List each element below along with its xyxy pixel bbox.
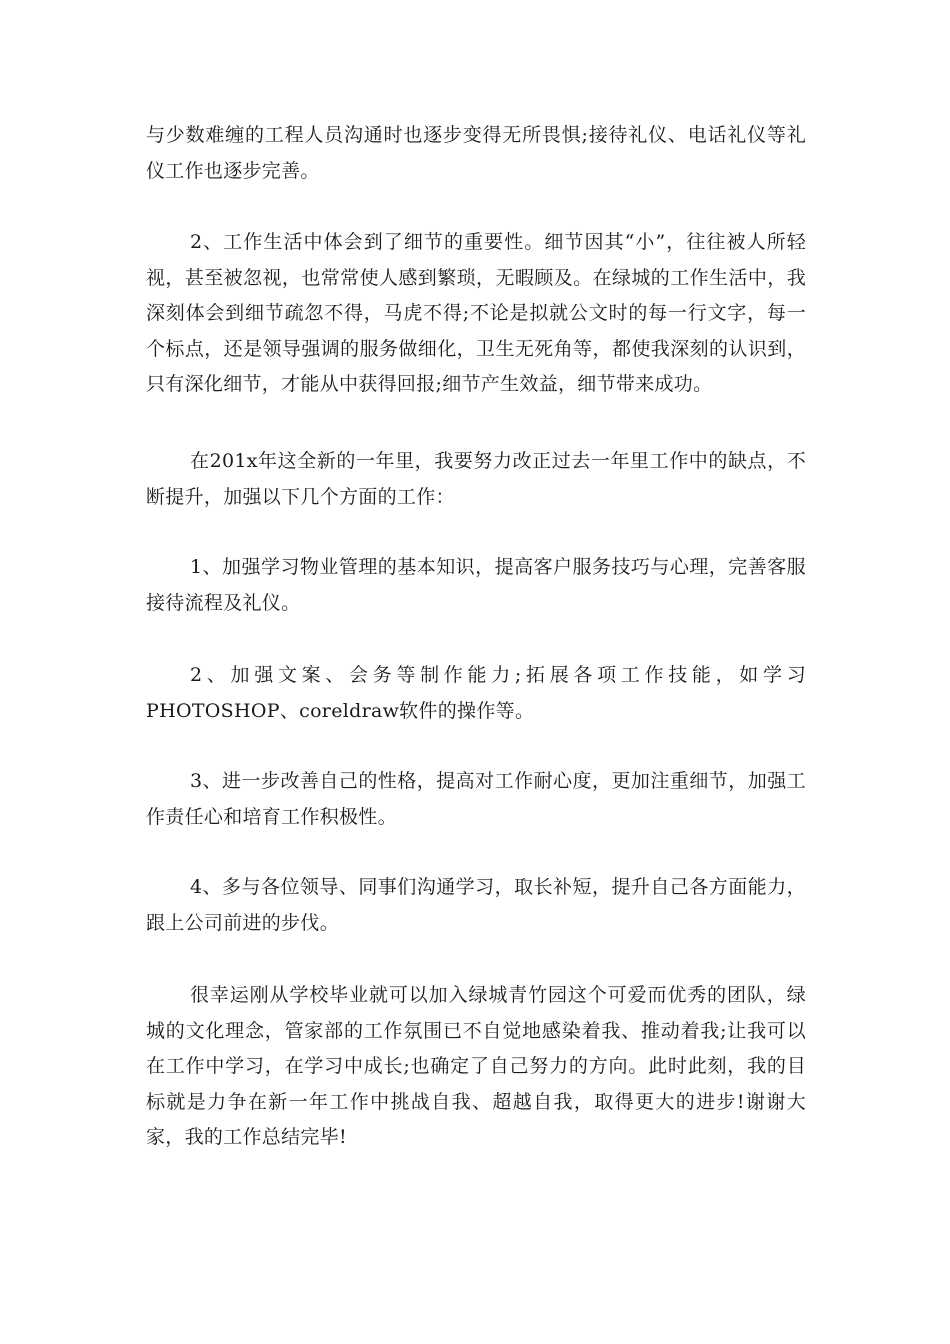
paragraph-plan-item-2: 2、加强文案、会务等制作能力;拓展各项工作技能，如学习PHOTOSHOP、coreldraw软件的操作等。 — [146, 664, 806, 722]
paragraph-plan-item-1: 1、加强学习物业管理的基本知识，提高客户服务技巧与心理，完善客服接待流程及礼仪。 — [146, 556, 806, 614]
paragraph-plan-item-3: 3、进一步改善自己的性格，提高对工作耐心度，更加注重细节，加强工作责任心和培育工作积极性。 — [146, 770, 806, 828]
paragraph-plan-item-4: 4、多与各位领导、同事们沟通学习，取长补短，提升自己各方面能力，跟上公司前进的步伐。 — [146, 876, 806, 934]
paragraph-detail-importance: 2、工作生活中体会到了细节的重要性。细节因其“小”，往往被人所轻视，甚至被忽视，也常常使人感到繁琐，无暇顾及。在绿城的工作生活中，我深刻体会到细节疏忽不得，马虎不得;不论是拟就公文时的每一行文字，每一个标点，还是领导强调的服务做细化，卫生无死角等，都使我深刻的认识到，只有深化细节，才能从中获得回报;细节产生效益，细节带来成功。 — [146, 231, 806, 395]
paragraph-new-year-intro: 在201x年这全新的一年里，我要努力改正过去一年里工作中的缺点，不断提升，加强以下几个方面的工作： — [146, 450, 806, 508]
paragraph-continuation: 与少数难缠的工程人员沟通时也逐步变得无所畏惧;接待礼仪、电话礼仪等礼仪工作也逐步完善。 — [146, 124, 806, 182]
paragraph-closing: 很幸运刚从学校毕业就可以加入绿城青竹园这个可爱而优秀的团队，绿城的文化理念，管家部的工作氛围已不自觉地感染着我、推动着我;让我可以在工作中学习，在学习中成长;也确定了自己努力的方向。此时此刻，我的目标就是力争在新一年工作中挑战自我、超越自我，取得更大的进步!谢谢大家，我的工作总结完毕! — [146, 984, 806, 1148]
